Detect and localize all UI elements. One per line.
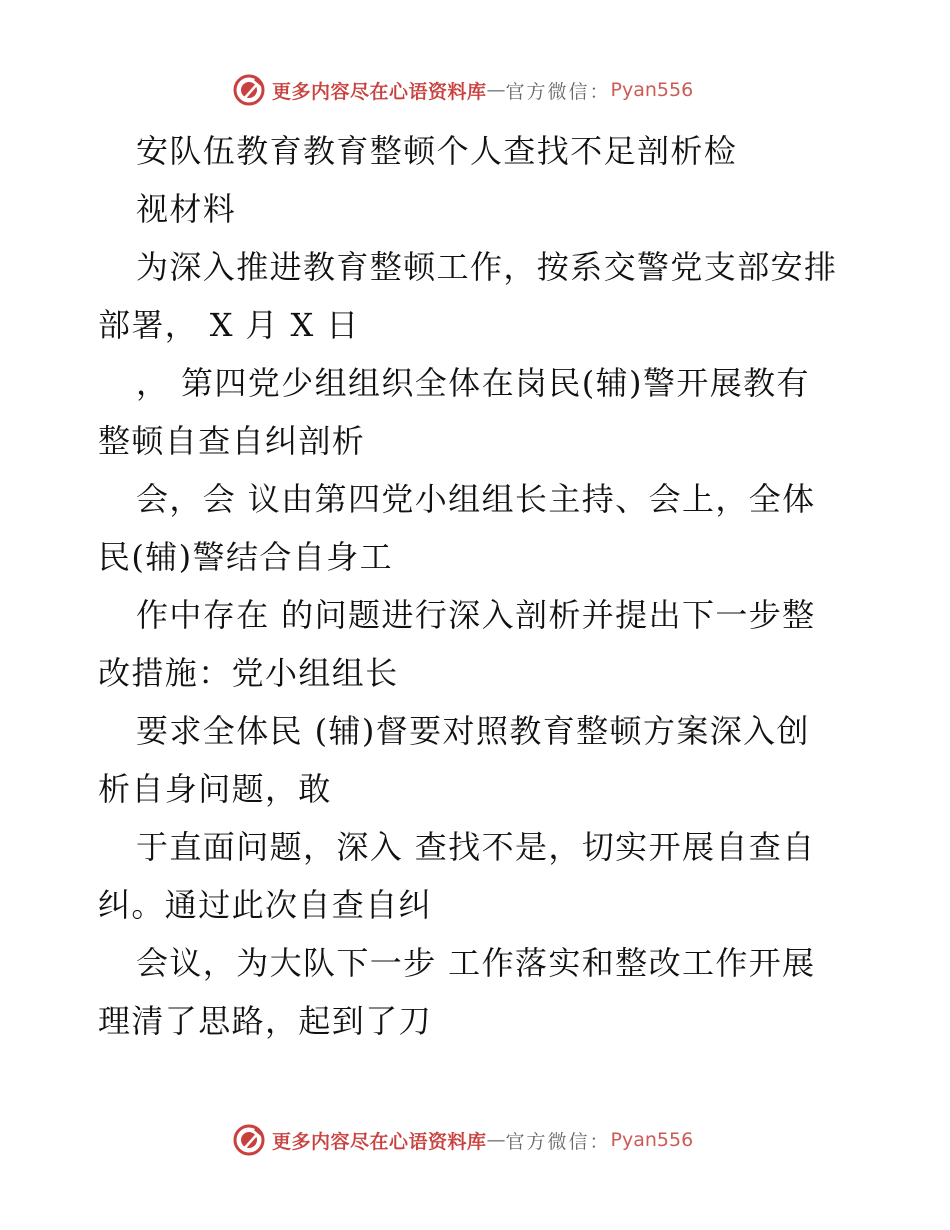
text-line: 于直面问题，深入 查找不是，切实开展自查自 [136, 828, 816, 866]
seal-logo-icon [232, 73, 266, 107]
seal-logo-icon [232, 1123, 266, 1157]
footer-banner [232, 1120, 693, 1160]
text-line: 为深入推进教育整顿工作，按系交警党支部安排 [136, 248, 838, 286]
banner-wechat-label: 官方微信： [505, 80, 611, 103]
banner-wechat-id: Pyan556 [610, 79, 694, 101]
banner-main-text: 更多内容尽在心语资料库 [272, 1130, 487, 1153]
title-line-1: 安队伍教育教育整顿个人查找不足剖析检 [136, 132, 738, 170]
title-line-2: 视材料 [136, 190, 237, 228]
text-line: ， 第四党少组组织全体在岗民(辅)警开展教有 [136, 364, 810, 402]
document-body [98, 122, 858, 1050]
text-line: 民(辅)警结合自身工 [98, 538, 393, 576]
header-banner [232, 70, 693, 110]
text-line: 作中存在 的问题进行深入剖析并提出下一步整 [136, 596, 816, 634]
banner-wechat-id: Pyan556 [610, 1129, 694, 1151]
text-line: 纠。通过此次自查自纠 [98, 886, 433, 924]
text-line: 会议，为大队下一步 工作落实和整改工作开展 [136, 944, 816, 982]
banner-main-text: 更多内容尽在心语资料库 [272, 80, 487, 103]
banner-separator: — [486, 79, 506, 101]
text-line: 理清了思路，起到了刀 [98, 1002, 433, 1040]
text-line: 整顿自查自纠剖析 [98, 422, 366, 460]
text-line: 析自身问题，敢 [98, 770, 332, 808]
banner-separator: — [486, 1129, 506, 1151]
text-line: 改措施：党小组组长 [98, 654, 399, 692]
text-line: 部署， X 月 X 日 [98, 306, 360, 344]
banner-wechat-label: 官方微信： [505, 1130, 611, 1153]
text-line: 会，会 议由第四党小组组长主持、会上，全体 [136, 480, 816, 518]
text-line: 要求全体民 (辅)督要对照教育整顿方案深入创 [136, 712, 810, 750]
